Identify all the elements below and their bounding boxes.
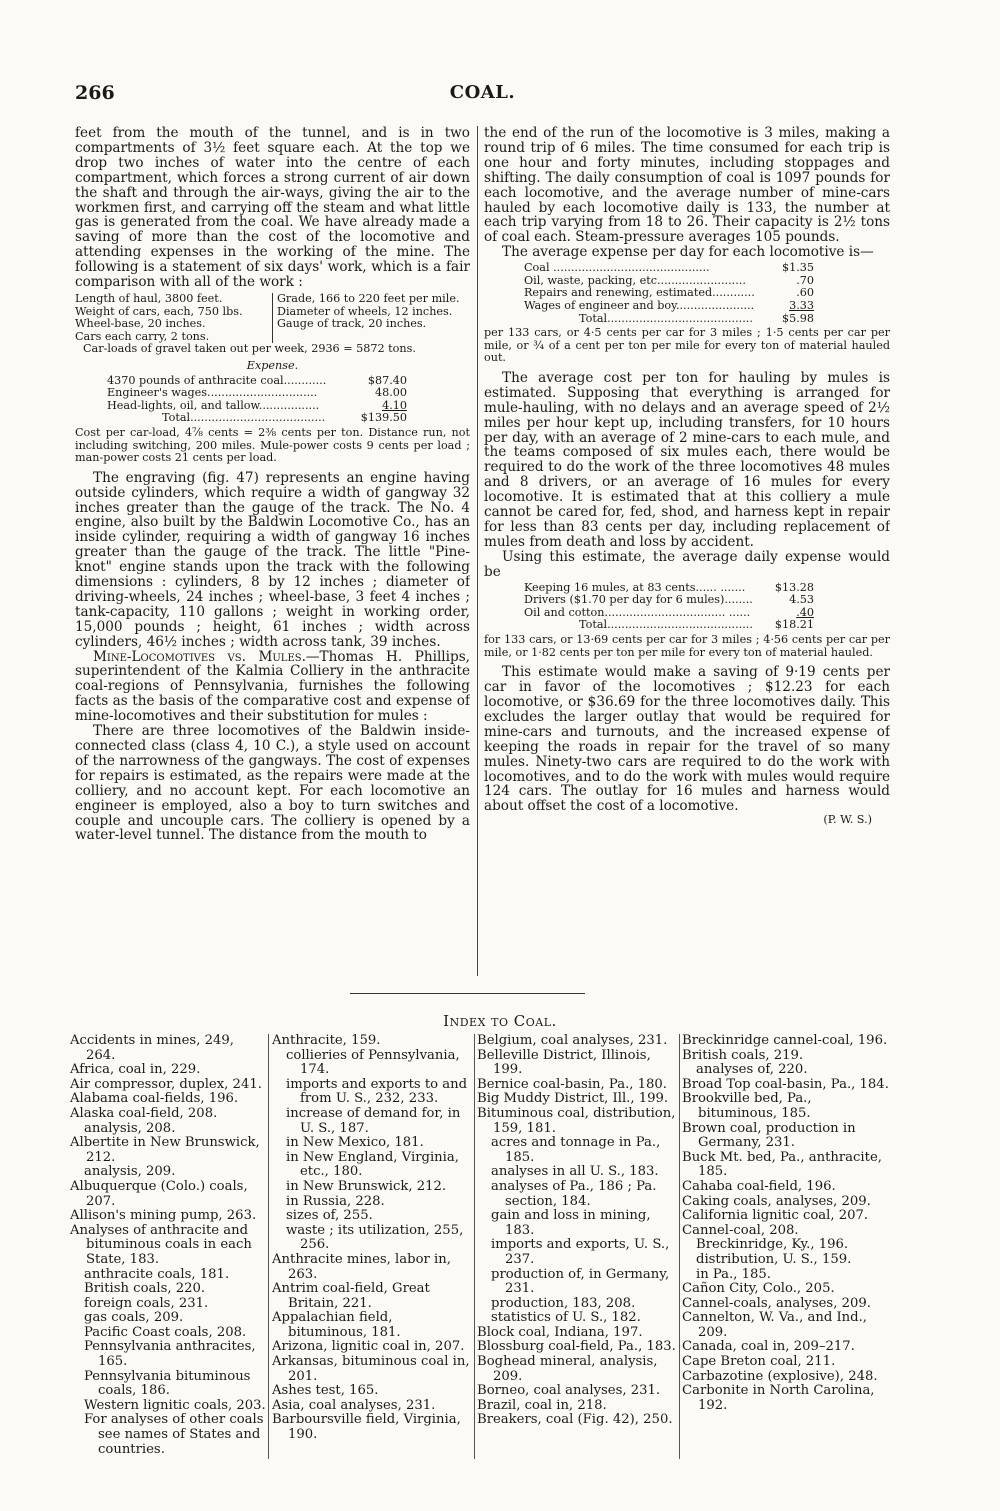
- index-entry: Caking coals, analyses, 209.: [682, 1193, 871, 1209]
- index-subentry: in Russia, 228.: [286, 1193, 385, 1209]
- index-entry: Buck Mt. bed, Pa., anthracite, 185.: [682, 1149, 882, 1180]
- index-subentry: analyses of Pa., 186 ; Pa. section, 184.: [491, 1178, 657, 1209]
- ledger-row: [524, 582, 814, 595]
- expense-ledger: [107, 375, 407, 425]
- index-entry: Boghead mineral, analysis, 209.: [477, 1354, 658, 1384]
- cost-note: Cost per car-load, 4⅞ cents = 2⅜ cents per ton. Distance run, not including switching, 200 miles. Mule-power costs 9 cents per load ; man-power costs 21 cents per load.: [75, 425, 470, 465]
- index-subentry: Western lignitic coals, 203.: [84, 1397, 266, 1413]
- left-column: [75, 126, 470, 976]
- ledger-label: Total.........................................: [579, 619, 753, 632]
- ledger-amount: $18.21: [774, 618, 814, 632]
- index-subentry: analyses in all U. S., 183.: [491, 1164, 659, 1180]
- index-entry: Cahaba coal-field, 196.: [682, 1178, 836, 1194]
- ledger-label: Keeping 16 mules, at 83 cents...... .......: [524, 581, 746, 594]
- index-subentry: collieries of Pennsylvania, 174.: [286, 1047, 460, 1078]
- ledger-label: Total.........................................: [579, 312, 753, 325]
- running-title: COAL.: [449, 82, 516, 103]
- specs-left: [75, 293, 273, 343]
- index-subentry: increase of demand for, in U. S., 187.: [286, 1105, 461, 1136]
- index-entry: Breckinridge cannel-coal, 196.: [682, 1034, 888, 1048]
- ledger-amount: .40: [796, 605, 814, 619]
- ledger-amount: $87.40: [367, 373, 407, 387]
- ledger-amount: $5.98: [781, 311, 814, 325]
- ledger-label: Engineer's wages...............................: [107, 387, 318, 400]
- index-subentry: acres and tonnage in Pa., 185.: [491, 1135, 661, 1165]
- index-entry: Bituminous coal, distribution, 159, 181.: [477, 1105, 676, 1136]
- spec-line: Length of haul, 3800 feet.: [75, 291, 223, 305]
- spec-line: Gauge of track, 20 inches.: [277, 317, 427, 331]
- index-subentry: British coals, 220.: [84, 1281, 206, 1297]
- index-entry: Canada, coal in, 209–217.: [682, 1339, 855, 1355]
- ledger-amount: .60: [796, 286, 814, 300]
- index-subentry: waste ; its utilization, 255, 256.: [286, 1222, 464, 1253]
- index-subentry: statistics of U. S., 182.: [491, 1310, 641, 1326]
- index-subentry: production of, in Germany, 231.: [491, 1266, 670, 1297]
- index-subentry: Pennsylvania anthracites, 165.: [84, 1339, 256, 1370]
- expense-title: Expense.: [246, 358, 299, 372]
- ledger-label: 4370 pounds of anthracite coal............: [107, 374, 327, 387]
- ledger-row: [524, 287, 814, 300]
- index-subentry: Pennsylvania bituminous coals, 186.: [84, 1368, 251, 1399]
- index-entry: Arkansas, bituminous coal in, 201.: [272, 1354, 470, 1384]
- page-header: [75, 82, 890, 110]
- index-subentry: production, 183, 208.: [491, 1295, 636, 1311]
- paragraph-body: —Thomas H. Phillips, superintendent of the Kalmia Colliery in the anthracite coal-regions of Pennsylvania, furnishes the following facts as the basis of the comparative cost and expense of mine-locomotives and their substitution for mules :: [75, 648, 470, 725]
- index-entry: Blossburg coal-field, Pa., 183.: [477, 1339, 676, 1355]
- index-entry: Albuquerque (Colo.) coals, 207.: [70, 1178, 248, 1209]
- index-divider: [679, 1034, 680, 1459]
- cost-note: per 133 cars, or 4·5 cents per car for 3 miles ; 1·5 cents per car per mile, or ¾ of a cent per ton per mile for every ton of material hauled out.: [484, 326, 890, 365]
- index-entry: Alabama coal-fields, 196.: [70, 1091, 239, 1107]
- ledger-total: [524, 619, 814, 632]
- index-subentry: analysis, 208.: [84, 1120, 176, 1136]
- index-subentry: For analyses of other coals see names of States and countries.: [84, 1412, 264, 1457]
- index-entry: Anthracite, 159.: [272, 1034, 381, 1048]
- ledger-row: [524, 275, 814, 288]
- index-column-2: [272, 1034, 472, 1474]
- index-entry: Breakers, coal (Fig. 42), 250.: [477, 1412, 673, 1428]
- index-entry: Asia, coal analyses, 231.: [272, 1397, 436, 1413]
- index-subentry: imports and exports, U. S., 237.: [491, 1237, 670, 1267]
- index-subentry: in New England, Virginia, etc., 180.: [286, 1149, 459, 1180]
- ledger-label: Repairs and renewing, estimated............: [524, 287, 755, 300]
- index-column-1: [70, 1034, 266, 1474]
- index-entry: Belleville District, Illinois, 199.: [477, 1047, 651, 1078]
- locomotive-expense-ledger: [524, 262, 814, 325]
- index-subentry: distribution, U. S., 159.: [696, 1251, 852, 1267]
- index-entry: British coals, 219.: [682, 1047, 804, 1063]
- ledger-row: [524, 607, 814, 620]
- index-entry: Alaska coal-field, 208.: [70, 1105, 218, 1121]
- index-divider: [268, 1034, 269, 1459]
- index-subentry: analysis, 209.: [84, 1164, 176, 1180]
- ledger-label: Coal ............................................: [524, 262, 710, 275]
- index-subentry: in New Mexico, 181.: [286, 1135, 424, 1151]
- ledger-row: [524, 300, 814, 313]
- mule-expense-ledger: [524, 582, 814, 632]
- index-entry: Brown coal, production in Germany, 231.: [682, 1120, 856, 1151]
- section-rule: [350, 993, 585, 994]
- index-entry: Albertite in New Brunswick, 212.: [70, 1135, 260, 1165]
- ledger-label: Drivers ($1.70 per day for 6 mules)........: [524, 594, 753, 607]
- ledger-amount: $13.28: [774, 580, 814, 594]
- paragraph: Using this estimate, the average daily expense would be: [484, 548, 890, 580]
- ledger-row: [524, 262, 814, 275]
- index-entry: Borneo, coal analyses, 231.: [477, 1383, 661, 1399]
- index-entry: Brookville bed, Pa., bituminous, 185.: [682, 1091, 812, 1121]
- index-subentry: imports and exports to and from U. S., 232, 233.: [286, 1076, 468, 1107]
- index-subentry: foreign coals, 231.: [84, 1295, 209, 1311]
- cost-note: for 133 cars, or 13·69 cents per car for 3 miles ; 4·56 cents per car per mile, or 1·82 cents per ton per mile for every ton of material hauled.: [484, 632, 890, 659]
- index-entry: Belgium, coal analyses, 231.: [477, 1034, 668, 1048]
- paragraph: There are three locomotives of the Baldwin inside-connected class (class 4, 10 C.), a style used on account of the narrowness of the gangways. The cost of expenses for repairs is estimated, as the repairs were made at the colliery, and no account kept. For each locomotive an engineer is employed, also a boy to turn switches and couple and uncouple cars. The colliery is opened by a water-level tunnel. The distance from the mouth to: [75, 723, 470, 844]
- ledger-row: [107, 375, 407, 388]
- index-subentry: anthracite coals, 181.: [84, 1266, 230, 1282]
- author-signature: (P. W. S.): [823, 813, 872, 827]
- ledger-amount: $139.50: [360, 411, 407, 425]
- index-entry: Africa, coal in, 229.: [70, 1062, 201, 1078]
- index-entry: Accidents in mines, 249, 264.: [70, 1034, 234, 1063]
- index-entry: Broad Top coal-basin, Pa., 184.: [682, 1076, 889, 1092]
- section-heading: Mine-Locomotives vs. Mules.: [93, 648, 306, 665]
- index-entry: Big Muddy District, Ill., 199.: [477, 1091, 669, 1107]
- index-column-4: [682, 1034, 892, 1474]
- paragraph: [75, 650, 470, 725]
- index-entry: Cañon City, Colo., 205.: [682, 1281, 835, 1297]
- ledger-amount: $1.35: [781, 261, 814, 275]
- ledger-label: Wages of engineer and boy......................: [524, 299, 755, 312]
- ledger-amount: 3.33: [789, 298, 814, 312]
- index-subentry: gas coals, 209.: [84, 1310, 184, 1326]
- spec-line: Cars each carry, 2 tons.: [75, 329, 210, 343]
- index-subentry: in New Brunswick, 212.: [286, 1178, 447, 1194]
- spec-line: Diameter of wheels, 12 inches.: [277, 304, 453, 318]
- ledger-amount: 4.53: [789, 593, 814, 607]
- index-subentry: sizes of, 255.: [286, 1208, 373, 1224]
- paragraph: The average cost per ton for hauling by mules is estimated. Supposing that everything is arranged for mule-hauling, with no delays and an average speed of 2½ miles per hour kept up, including transfers, for 10 hours per day, with an average of 2 mine-cars to each mule, and the teams composed of six mules each, there would be required to do the work of the three locomotives 48 mules and 8 drivers, or an average of 16 mules for every locomotive. It is estimated that at this colliery a mule cannot be cared for, fed, shod, and harness kept in repair for less than 83 cents per day, including replacement of mules from death and loss by accident.: [484, 369, 890, 550]
- carloads-line: Car-loads of gravel taken out per week, 2936 = 5872 tons.: [83, 342, 416, 356]
- ledger-label: Oil and cotton.................................. ......: [524, 606, 751, 619]
- index-entry: Cannel-coal, 208.: [682, 1222, 799, 1238]
- paragraph: the end of the run of the locomotive is 3 miles, making a round trip of 6 miles. The time consumed for each trip is one hour and forty minutes, including stoppages and shifting. The daily consumption of coal is 1097 pounds for each locomotive, and the average number of mine-cars hauled by each locomotive daily is 133, the number at each trip varying from 18 to 26. Their capacity is 2½ tons of coal each. Steam-pressure averages 105 pounds.: [484, 126, 890, 246]
- index-entry: Barboursville field, Virginia, 190.: [272, 1412, 461, 1443]
- index-entry: Air compressor, duplex, 241.: [70, 1076, 262, 1092]
- index-title: Index to Coal.: [443, 1012, 557, 1030]
- paragraph: feet from the mouth of the tunnel, and is in two compartments of 3½ feet square each. At the top we drop two inches of water into the centre of each compartment, which forces a strong current of air down the shaft and through the air-ways, giving the air to the workmen first, and carrying off the steam and what little gas is generated from the coal. We have already made a saving of more than the cost of the locomotive and attending expenses in the working of the mine. The following is a statement of six days' work, which is a fair comparison with all of the work :: [75, 126, 470, 291]
- index-entry: California lignitic coal, 207.: [682, 1208, 869, 1224]
- ledger-label: Head-lights, oil, and tallow.................: [107, 399, 320, 412]
- index-entry: Anthracite mines, labor in, 263.: [272, 1251, 451, 1282]
- ledger-label: Total......................................: [162, 412, 326, 425]
- index-entry: Antrim coal-field, Great Britain, 221.: [272, 1281, 430, 1311]
- specs-right: [273, 293, 470, 343]
- index-entry: Cannel-coals, analyses, 209.: [682, 1295, 871, 1311]
- index-entry: Cannelton, W. Va., and Ind., 209.: [682, 1310, 867, 1340]
- column-divider: [477, 126, 478, 976]
- index-column-3: [477, 1034, 677, 1474]
- index-entry: Analyses of anthracite and bituminous coals in each State, 183.: [70, 1222, 252, 1267]
- spec-line: Grade, 166 to 220 feet per mile.: [277, 291, 460, 305]
- ledger-row: [524, 594, 814, 607]
- index-entry: Carbazotine (explosive), 248.: [682, 1368, 878, 1384]
- index-entry: Allison's mining pump, 263.: [70, 1208, 257, 1224]
- haul-specs: [75, 293, 470, 343]
- index-entry: Ashes test, 165.: [272, 1383, 379, 1399]
- ledger-total: [524, 313, 814, 326]
- index-subentry: in Pa., 185.: [696, 1266, 771, 1282]
- index-divider: [474, 1034, 475, 1459]
- index-entry: Brazil, coal in, 218.: [477, 1397, 607, 1413]
- index-entry: Cape Breton coal, 211.: [682, 1354, 836, 1370]
- page-number: 266: [75, 82, 115, 104]
- ledger-label: Oil, waste, packing, etc.........................: [524, 274, 746, 287]
- index-entry: Bernice coal-basin, Pa., 180.: [477, 1076, 668, 1092]
- ledger-amount: .70: [796, 273, 814, 287]
- ledger-amount: 48.00: [374, 386, 407, 400]
- index-subentry: analyses of, 220.: [696, 1062, 808, 1078]
- ledger-total: [107, 412, 407, 425]
- ledger-amount: 4.10: [382, 398, 407, 412]
- index-entry: Block coal, Indiana, 197.: [477, 1324, 643, 1340]
- paragraph: The average expense per day for each locomotive is—: [502, 244, 874, 261]
- index-subentry: Pacific Coast coals, 208.: [84, 1324, 247, 1340]
- ledger-row: [107, 387, 407, 400]
- index-entry: Appalachian field, bituminous, 181.: [272, 1310, 401, 1340]
- spec-line: Weight of cars, each, 750 lbs.: [75, 304, 243, 318]
- index-subentry: gain and loss in mining, 183.: [491, 1208, 651, 1238]
- paragraph: The engraving (fig. 47) represents an engine having outside cylinders, which require a width of gangway 32 inches greater than the gauge of the track. The No. 4 engine, also built by the Baldwin Locomotive Co., has an inside cylinder, requiring a width of gangway 16 inches greater than the gauge of the track. The little "Pine-knot" engine stands upon the track with the following dimensions : cylinders, 8 by 12 inches ; diameter of driving-wheels, 24 inches ; wheel-base, 3 feet 4 inches ; tank-capacity, 110 gallons ; weight in working order, 15,000 pounds ; height, 61 inches ; width across cylinders, 46½ inches ; width across tank, 39 inches.: [75, 469, 470, 650]
- index-entry: Arizona, lignitic coal in, 207.: [272, 1339, 465, 1355]
- right-column: [484, 126, 890, 996]
- index-subentry: Breckinridge, Ky., 196.: [696, 1237, 849, 1253]
- index-entry: Carbonite in North Carolina, 192.: [682, 1383, 875, 1413]
- paragraph: This estimate would make a saving of 9·19 cents per car in favor of the locomotives ; $12.23 for each locomotive, or $36.69 for the three locomotives daily. This excludes the larger outlay that would be required for mine-cars and turnouts, and the increased expense of keeping the roads in repair for the travel of so many mules. Ninety-two cars are required to do the work with locomotives, and to do the work with mules would require 124 cars. The outlay for 16 mules and harness would about offset the cost of a locomotive.: [484, 664, 890, 815]
- spec-line: Wheel-base, 20 inches.: [75, 317, 206, 331]
